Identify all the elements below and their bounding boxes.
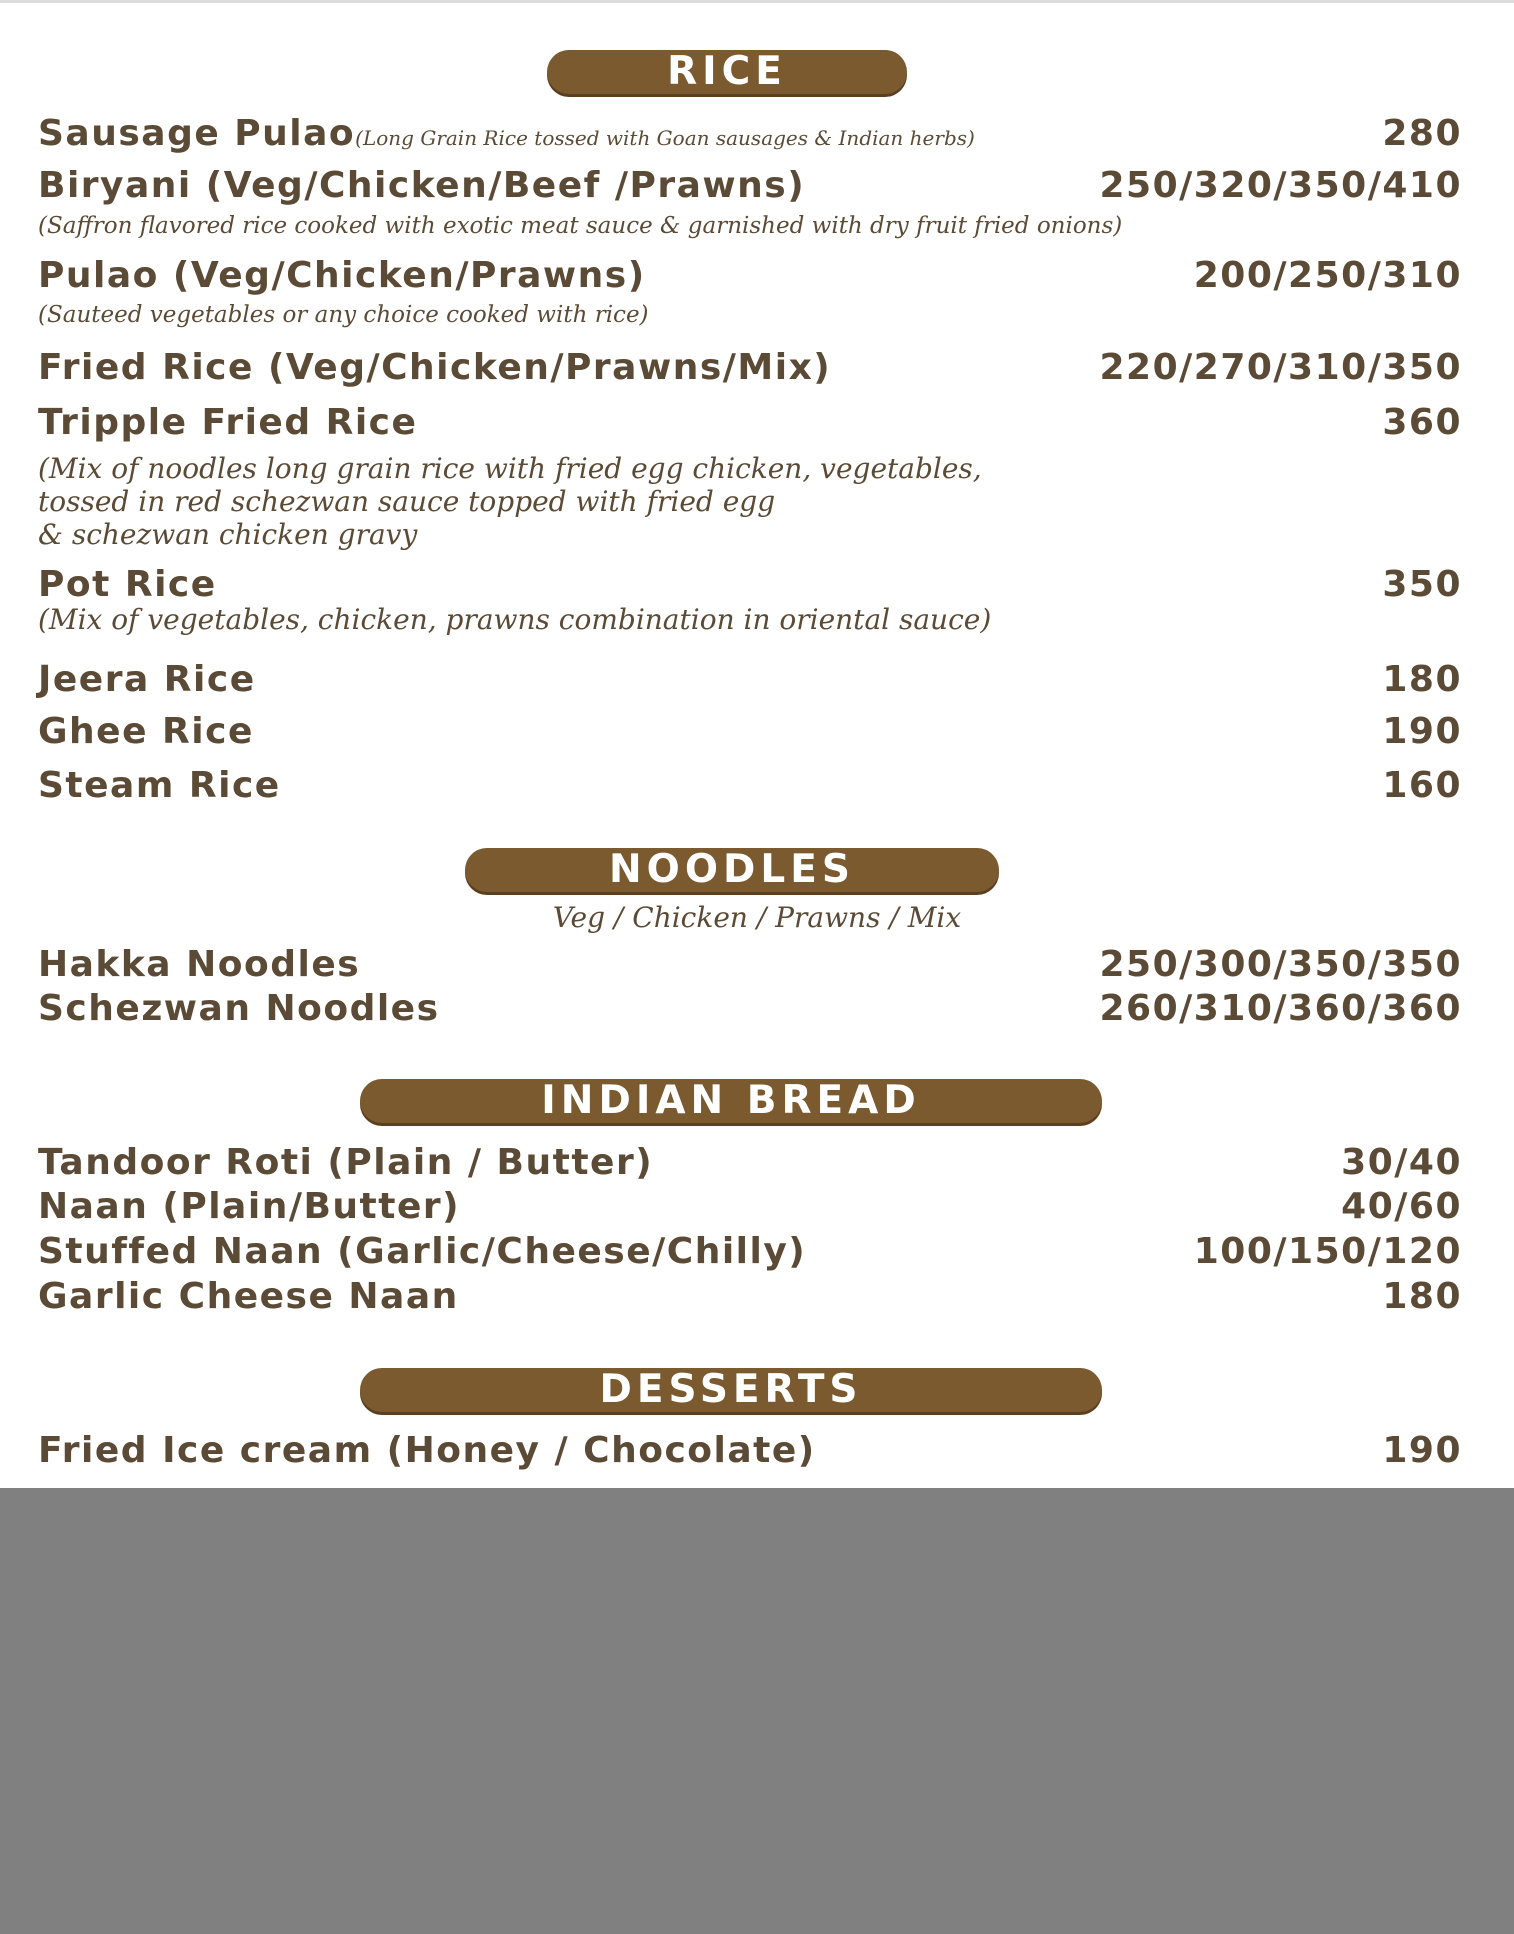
item-name: Naan (Plain/Butter) — [38, 1186, 461, 1227]
menu-item-pulao — [38, 254, 1462, 298]
menu-item-sausage-pulao — [38, 112, 1462, 156]
item-description: (Mix of vegetables, chicken, prawns combination in oriental sauce) — [38, 603, 992, 636]
menu-item-stuffed-naan — [38, 1230, 1462, 1274]
desserts-heading: DESSERTS — [360, 1368, 1102, 1412]
item-name: Biryani (Veg/Chicken/Beef /Prawns) — [38, 165, 806, 206]
item-price: 200/250/310 — [1193, 255, 1462, 296]
rice-heading: RICE — [547, 50, 907, 94]
item-price: 100/150/120 — [1193, 1231, 1462, 1272]
item-name: Tandoor Roti (Plain / Butter) — [38, 1142, 654, 1183]
item-inline-description: (Long Grain Rice tossed with Goan sausages & Indian herbs) — [355, 126, 975, 150]
menu-item-ghee-rice — [38, 710, 1462, 754]
menu-item-jeera-rice — [38, 658, 1462, 702]
item-name: Ghee Rice — [38, 711, 254, 752]
item-price: 360 — [1382, 402, 1462, 443]
menu-item-fried-ice-cream — [38, 1429, 1462, 1473]
menu-item-hakka-noodles — [38, 943, 1462, 987]
item-description: (Sauteed vegetables or any choice cooked with rice) — [38, 302, 649, 328]
item-name: Hakka Noodles — [38, 944, 361, 985]
menu-item-steam-rice — [38, 764, 1462, 808]
item-price: 180 — [1382, 659, 1462, 700]
item-price: 280 — [1382, 113, 1462, 154]
indian-bread-heading: INDIAN BREAD — [360, 1079, 1102, 1123]
item-price: 220/270/310/350 — [1099, 347, 1462, 388]
item-price: 190 — [1382, 711, 1462, 752]
item-name: Garlic Cheese Naan — [38, 1276, 459, 1317]
item-price: 30/40 — [1341, 1142, 1462, 1183]
menu-item-naan — [38, 1185, 1462, 1229]
menu-item-biryani — [38, 164, 1462, 208]
item-name: Tripple Fried Rice — [38, 402, 418, 443]
menu-item-tandoor-roti — [38, 1141, 1462, 1185]
item-price: 160 — [1382, 765, 1462, 806]
item-price: 250/320/350/410 — [1099, 165, 1462, 206]
menu-item-pot-rice — [38, 563, 1462, 607]
item-name: Stuffed Naan (Garlic/Cheese/Chilly) — [38, 1231, 807, 1272]
item-name: Schezwan Noodles — [38, 988, 440, 1029]
item-name: Pot Rice — [38, 564, 217, 605]
menu-item-tripple-fried-rice — [38, 401, 1462, 445]
item-price: 350 — [1382, 564, 1462, 605]
menu-item-fried-rice — [38, 346, 1462, 390]
item-price: 250/300/350/350 — [1099, 944, 1462, 985]
item-name: Jeera Rice — [38, 659, 256, 700]
top-border — [0, 0, 1514, 3]
item-description: (Saffron flavored rice cooked with exotic meat sauce & garnished with dry fruit fried onions) — [38, 213, 1123, 239]
menu-item-schezwan-noodles — [38, 987, 1462, 1031]
item-name: Steam Rice — [38, 765, 281, 806]
noodles-subtitle: Veg / Chicken / Prawns / Mix — [552, 901, 962, 934]
item-description-line: (Mix of noodles long grain rice with fried egg chicken, vegetables, — [38, 452, 982, 485]
item-price: 180 — [1382, 1276, 1462, 1317]
item-description-line: tossed in red schezwan sauce topped with fried egg — [38, 485, 776, 518]
noodles-heading: NOODLES — [465, 848, 999, 892]
item-name: Fried Rice (Veg/Chicken/Prawns/Mix) — [38, 347, 832, 388]
item-name: Pulao (Veg/Chicken/Prawns) — [38, 255, 646, 296]
gray-overlay — [0, 1488, 1514, 1934]
item-description-line: & schezwan chicken gravy — [38, 518, 418, 551]
menu-item-garlic-cheese-naan — [38, 1275, 1462, 1319]
item-price: 40/60 — [1341, 1186, 1462, 1227]
item-price: 260/310/360/360 — [1099, 988, 1462, 1029]
item-name: Fried Ice cream (Honey / Chocolate) — [38, 1430, 816, 1471]
item-price: 190 — [1382, 1430, 1462, 1471]
item-name: Sausage Pulao(Long Grain Rice tossed with Goan sausages & Indian herbs) — [38, 113, 975, 154]
